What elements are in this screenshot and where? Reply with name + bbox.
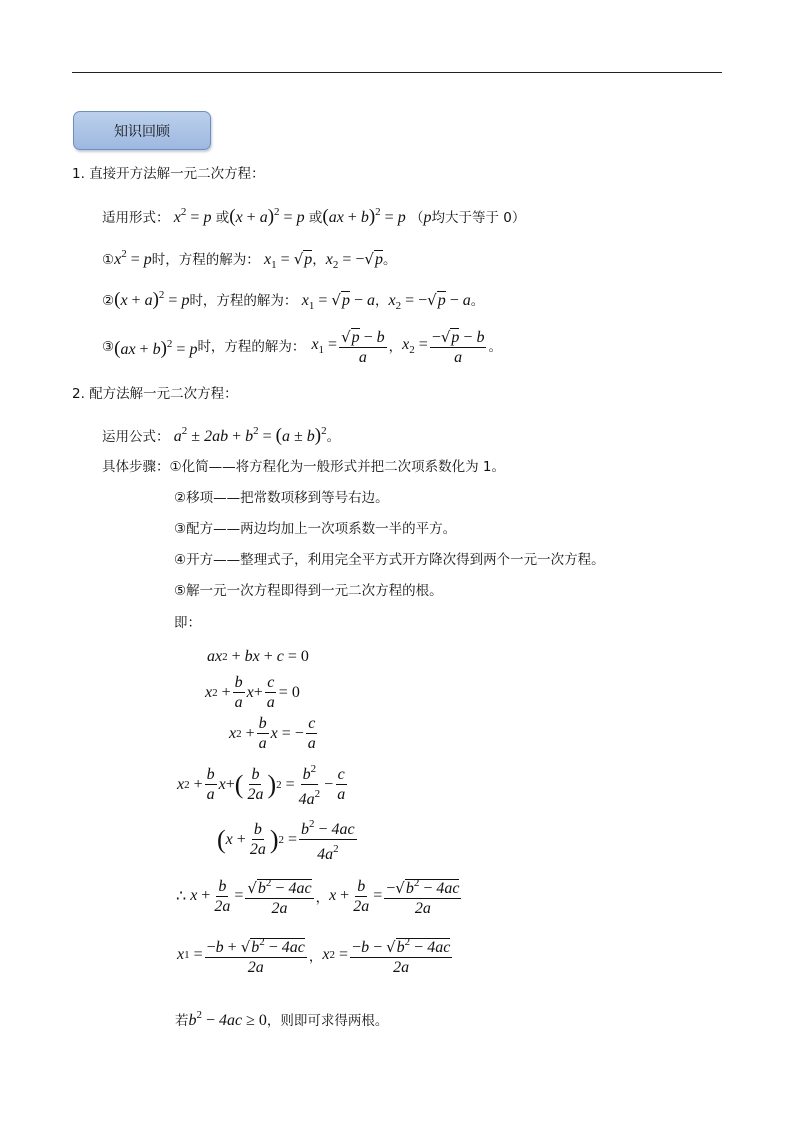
case3-marker: ③	[102, 339, 115, 355]
case2-period: 。	[470, 293, 485, 309]
item1-number: 1.	[72, 166, 85, 182]
or-1: 或	[215, 210, 230, 226]
forms-note-end: 均大于等于 0）	[431, 210, 526, 226]
derivation-step-4: x 2 + $\frac{b}{a}$ x + ( $\frac{b}{2a}$ ) 2 = $\frac{b^2}{4a^2}$ − $\frac{c}{a}$	[177, 760, 349, 809]
forms-note-open: （	[409, 210, 424, 226]
case1-marker: ①	[102, 252, 115, 268]
step7-comma: ，	[308, 949, 323, 965]
item2-number: 2.	[72, 386, 85, 402]
case1-when: 时，方程的解为：	[151, 252, 260, 268]
final-prefix: 若	[175, 1013, 189, 1029]
step6-comma: ，	[315, 890, 330, 906]
case2-when: 时，方程的解为：	[189, 293, 298, 309]
formula-period: 。	[326, 429, 341, 445]
step-2: ②移项——把常数项移到等号右边。	[174, 490, 389, 506]
case-2: ②(x + a)$^2$ = p时，方程的解为： $x_1 = √p - a$，$x_2 = -√p - a$。	[102, 289, 485, 312]
item2-heading	[72, 384, 238, 404]
step-3: ③配方——两边均加上一次项系数一半的平方。	[174, 521, 457, 537]
item1-title: 直接开方法解一元二次方程：	[89, 166, 265, 182]
forms-note-var: p	[423, 209, 432, 226]
case2-comma: ，	[374, 293, 389, 309]
final-suffix: ，则即可求得两根。	[266, 1013, 389, 1029]
derivation-step-2: x 2 + $\frac{b}{a}$ x + $\frac{c}{a}$ = 0	[205, 674, 300, 711]
step-4: ④开方——整理式子，利用完全平方式开方降次得到两个一元一次方程。	[174, 552, 605, 568]
derivation-step-6: ∴ x + $\frac{b}{2a}$ = $\frac{√b^2 - 4ac}{2a}$ ， x + $\frac{b}{2a}$ = $\frac{-√b^2 - 4ac}{2a}$	[176, 874, 463, 918]
steps-label-line	[102, 457, 505, 477]
case3-comma: ，	[388, 339, 403, 355]
derivation-step-7: x 1 = $\frac{-b + √b^2 - 4ac}{2a}$ ， x 2 = $\frac{-b - √b^2 - 4ac}{2a}$	[177, 933, 454, 977]
derivation-step-3: x 2 + $\frac{b}{a}$ x = − $\frac{c}{a}$	[229, 715, 316, 752]
section-label: 知识回顾	[114, 123, 170, 140]
item1-heading	[72, 164, 265, 184]
case3-when: 时，方程的解为：	[197, 339, 306, 355]
therefore-symbol: ∴	[176, 888, 187, 905]
forms-label: 适用形式：	[102, 210, 170, 226]
final-condition: 若$b^2 - 4ac \ge 0$，则即可求得两根。	[175, 1009, 389, 1029]
step-5: ⑤解一元一次方程即得到一元二次方程的根。	[174, 583, 443, 599]
form-1: $x^2 = p$	[173, 206, 212, 226]
case2-marker: ②	[102, 293, 115, 309]
case-3: ③ (ax + b)$^2$ = p 时，方程的解为： $x_1$ = $\frac{√p - b}{a}$ ， $x_2$ = $\frac{-√p - b}{a}$ 。	[102, 327, 502, 366]
steps-label: 具体步骤：	[102, 459, 170, 475]
case-1: $①x^2 = p$时，方程的解为： $x_1 = √p$，$x_2 = -√p$。	[102, 248, 397, 271]
formula-line: 运用公式： $a^2 \pm 2ab + b^2 = (a \pm b)^2$。	[102, 425, 341, 446]
header-rule	[72, 72, 722, 73]
forms-line	[102, 202, 525, 228]
derivation-step-1: ax 2 + bx + c = 0	[207, 648, 309, 665]
derivation-step-5: ( x + $\frac{b}{2a}$ ) 2 = $\frac{b^2 - 4ac}{4a^2}$	[217, 815, 359, 864]
section-badge	[73, 111, 211, 150]
or-2: 或	[308, 210, 323, 226]
ie-label: 即：	[174, 615, 201, 631]
case3-period: 。	[488, 339, 502, 355]
step-1: ①化简——将方程化为一般形式并把二次项系数化为 1。	[169, 459, 505, 475]
case1-period: 。	[382, 252, 397, 268]
form-3: (ax + b)$^2$ = p	[322, 206, 406, 227]
formula-label: 运用公式：	[102, 429, 170, 445]
case1-comma: ，	[312, 252, 326, 268]
form-2: $(x + a)^2 = p$	[229, 206, 305, 227]
item2-title: 配方法解一元二次方程：	[89, 386, 238, 402]
